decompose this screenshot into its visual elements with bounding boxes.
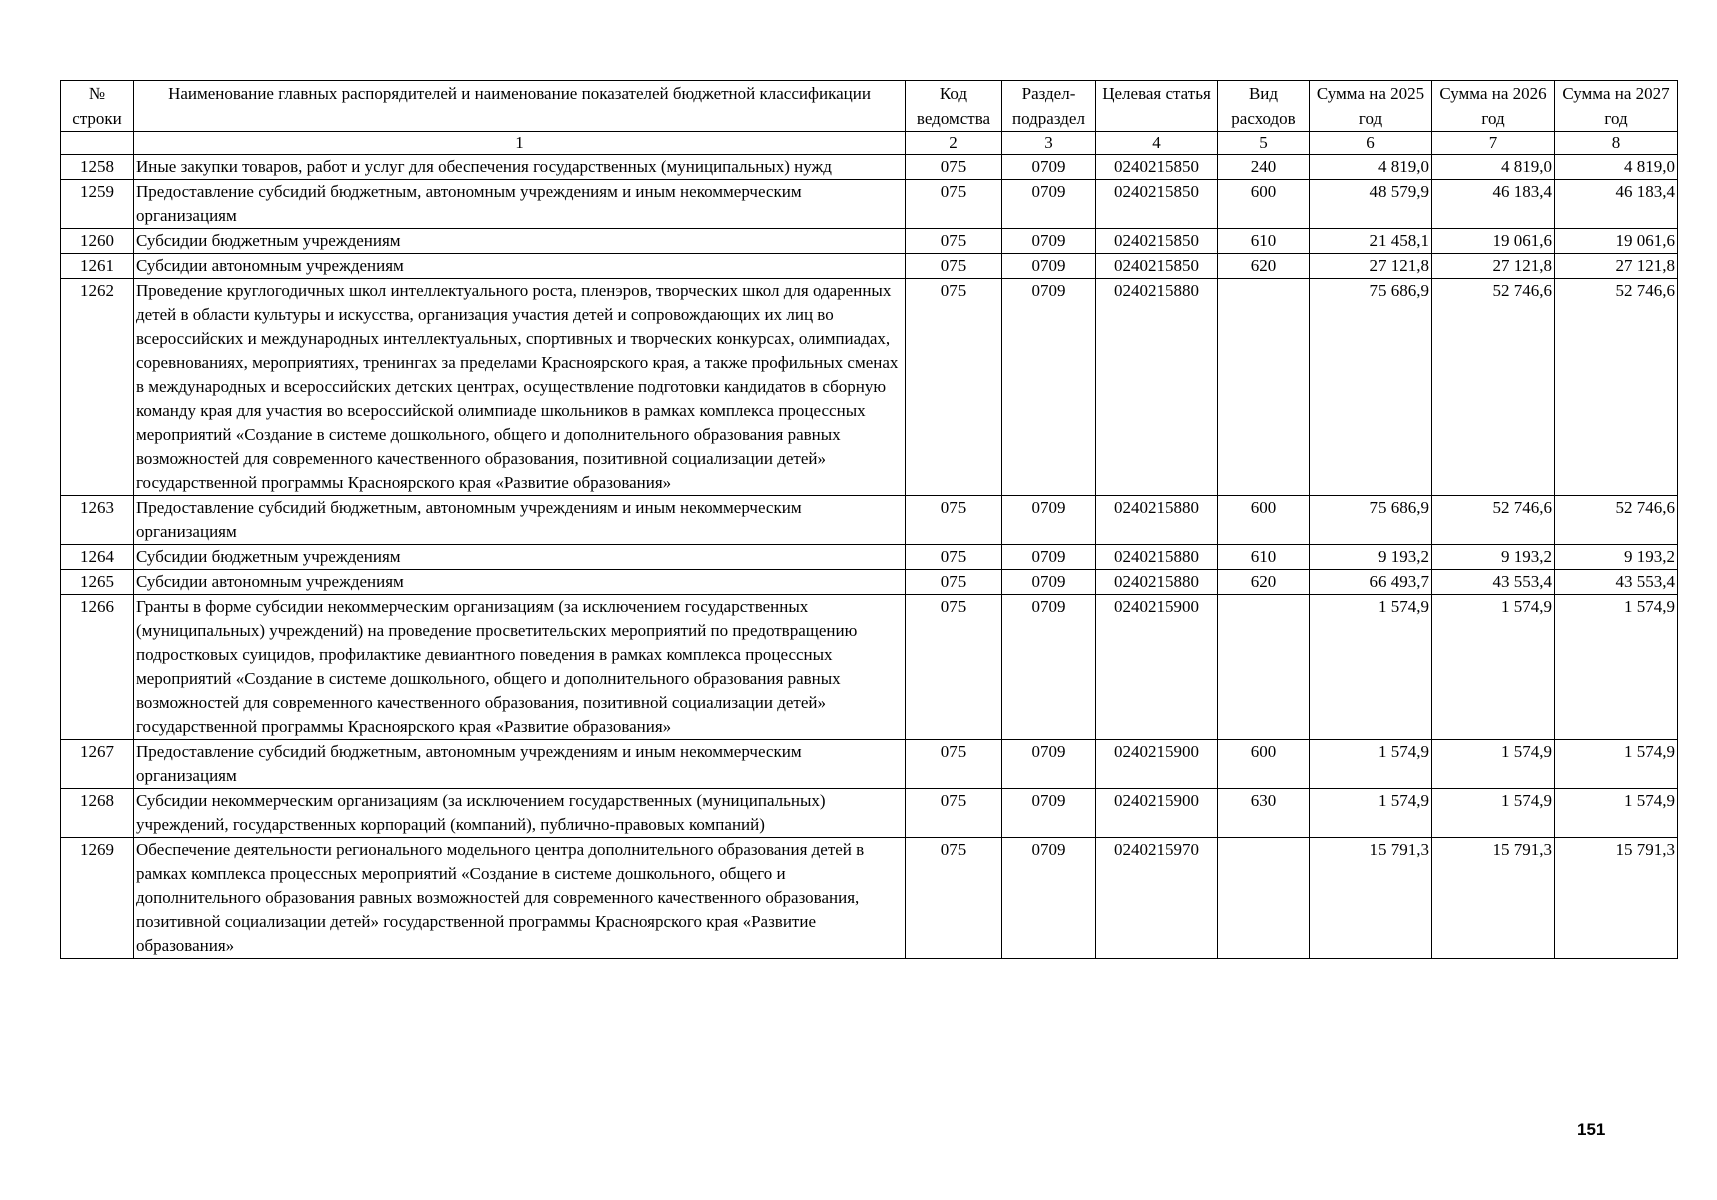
row-expense-type: 610 <box>1218 229 1310 254</box>
budget-table <box>60 80 1678 959</box>
header-sum-2026: Сумма на 2026 год <box>1432 81 1555 132</box>
table-row <box>61 180 1678 229</box>
row-sum-2025: 75 686,9 <box>1310 496 1432 545</box>
row-section: 0709 <box>1002 229 1096 254</box>
row-expense-type: 600 <box>1218 180 1310 229</box>
row-sum-2027: 52 746,6 <box>1555 496 1678 545</box>
header-row <box>61 81 1678 132</box>
row-dept-code: 075 <box>906 180 1002 229</box>
row-number: 1269 <box>61 838 134 959</box>
row-sum-2025: 1 574,9 <box>1310 740 1432 789</box>
row-sum-2025: 27 121,8 <box>1310 254 1432 279</box>
row-expense-type: 610 <box>1218 545 1310 570</box>
row-name: Субсидии автономным учреждениям <box>134 254 906 279</box>
column-number: 3 <box>1002 132 1096 155</box>
row-sum-2025: 9 193,2 <box>1310 545 1432 570</box>
row-sum-2027: 46 183,4 <box>1555 180 1678 229</box>
row-sum-2026: 43 553,4 <box>1432 570 1555 595</box>
table-row <box>61 496 1678 545</box>
row-target: 0240215880 <box>1096 279 1218 496</box>
row-expense-type: 600 <box>1218 740 1310 789</box>
row-name: Субсидии некоммерческим организациям (за исключением государственных (муниципальных) учреждений, государственных корпораций (компаний), публично-правовых компаний) <box>134 789 906 838</box>
column-number: 4 <box>1096 132 1218 155</box>
row-sum-2026: 9 193,2 <box>1432 545 1555 570</box>
column-numbers-row <box>61 132 1678 155</box>
row-expense-type: 630 <box>1218 789 1310 838</box>
row-sum-2026: 19 061,6 <box>1432 229 1555 254</box>
table-row <box>61 545 1678 570</box>
header-section: Раздел-подраздел <box>1002 81 1096 132</box>
row-sum-2027: 1 574,9 <box>1555 789 1678 838</box>
row-section: 0709 <box>1002 740 1096 789</box>
row-sum-2025: 15 791,3 <box>1310 838 1432 959</box>
row-sum-2027: 27 121,8 <box>1555 254 1678 279</box>
row-target: 0240215880 <box>1096 496 1218 545</box>
header-dept-code: Код ведомства <box>906 81 1002 132</box>
row-target: 0240215880 <box>1096 545 1218 570</box>
table-row <box>61 229 1678 254</box>
row-expense-type: 620 <box>1218 254 1310 279</box>
page-number: 151 <box>1577 1120 1606 1139</box>
row-dept-code: 075 <box>906 740 1002 789</box>
header-row-no: № строки <box>61 81 134 132</box>
row-name: Субсидии автономным учреждениям <box>134 570 906 595</box>
row-number: 1266 <box>61 595 134 740</box>
row-target: 0240215850 <box>1096 254 1218 279</box>
row-sum-2026: 1 574,9 <box>1432 595 1555 740</box>
row-dept-code: 075 <box>906 595 1002 740</box>
row-section: 0709 <box>1002 180 1096 229</box>
row-number: 1268 <box>61 789 134 838</box>
row-expense-type <box>1218 595 1310 740</box>
row-name: Обеспечение деятельности регионального модельного центра дополнительного образования детей в рамках комплекса процессных мероприятий «Создание в системе дошкольного, общего и дополнительного образования равных возможностей для современного качественного образования, позитивной социализации детей» государственной программы Красноярского края «Развитие образования» <box>134 838 906 959</box>
row-target: 0240215880 <box>1096 570 1218 595</box>
row-number: 1267 <box>61 740 134 789</box>
row-sum-2025: 21 458,1 <box>1310 229 1432 254</box>
column-number: 1 <box>134 132 906 155</box>
header-name: Наименование главных распорядителей и наименование показателей бюджетной классификации <box>134 81 906 132</box>
row-section: 0709 <box>1002 254 1096 279</box>
table-row <box>61 570 1678 595</box>
row-dept-code: 075 <box>906 155 1002 180</box>
row-number: 1264 <box>61 545 134 570</box>
row-expense-type: 240 <box>1218 155 1310 180</box>
header-expense-type: Вид расходов <box>1218 81 1310 132</box>
column-number: 6 <box>1310 132 1432 155</box>
table-row <box>61 254 1678 279</box>
row-dept-code: 075 <box>906 496 1002 545</box>
row-number: 1265 <box>61 570 134 595</box>
row-number: 1262 <box>61 279 134 496</box>
table-row <box>61 279 1678 496</box>
row-dept-code: 075 <box>906 838 1002 959</box>
row-sum-2026: 4 819,0 <box>1432 155 1555 180</box>
row-dept-code: 075 <box>906 279 1002 496</box>
row-sum-2026: 1 574,9 <box>1432 740 1555 789</box>
row-expense-type <box>1218 279 1310 496</box>
row-sum-2027: 15 791,3 <box>1555 838 1678 959</box>
table-row <box>61 789 1678 838</box>
row-dept-code: 075 <box>906 570 1002 595</box>
column-number: 7 <box>1432 132 1555 155</box>
row-sum-2027: 1 574,9 <box>1555 740 1678 789</box>
row-name: Иные закупки товаров, работ и услуг для обеспечения государственных (муниципальных) нужд <box>134 155 906 180</box>
table-row <box>61 155 1678 180</box>
row-name: Предоставление субсидий бюджетным, автономным учреждениям и иным некоммерческим организациям <box>134 740 906 789</box>
row-section: 0709 <box>1002 838 1096 959</box>
header-sum-2025: Сумма на 2025 год <box>1310 81 1432 132</box>
row-dept-code: 075 <box>906 229 1002 254</box>
row-sum-2025: 1 574,9 <box>1310 789 1432 838</box>
table-body <box>61 155 1678 959</box>
column-number: 8 <box>1555 132 1678 155</box>
row-name: Предоставление субсидий бюджетным, автономным учреждениям и иным некоммерческим организациям <box>134 496 906 545</box>
table-row <box>61 838 1678 959</box>
row-dept-code: 075 <box>906 254 1002 279</box>
row-sum-2026: 52 746,6 <box>1432 496 1555 545</box>
row-section: 0709 <box>1002 279 1096 496</box>
row-sum-2025: 66 493,7 <box>1310 570 1432 595</box>
row-sum-2027: 19 061,6 <box>1555 229 1678 254</box>
row-target: 0240215850 <box>1096 155 1218 180</box>
column-number-empty <box>61 132 134 155</box>
header-target: Целевая статья <box>1096 81 1218 132</box>
row-sum-2025: 75 686,9 <box>1310 279 1432 496</box>
row-sum-2027: 52 746,6 <box>1555 279 1678 496</box>
row-dept-code: 075 <box>906 789 1002 838</box>
row-sum-2027: 43 553,4 <box>1555 570 1678 595</box>
row-sum-2026: 46 183,4 <box>1432 180 1555 229</box>
row-number: 1261 <box>61 254 134 279</box>
row-sum-2025: 48 579,9 <box>1310 180 1432 229</box>
row-sum-2026: 15 791,3 <box>1432 838 1555 959</box>
table-row <box>61 595 1678 740</box>
row-target: 0240215900 <box>1096 740 1218 789</box>
row-number: 1258 <box>61 155 134 180</box>
row-number: 1259 <box>61 180 134 229</box>
row-sum-2025: 4 819,0 <box>1310 155 1432 180</box>
column-number: 5 <box>1218 132 1310 155</box>
row-target: 0240215900 <box>1096 789 1218 838</box>
row-name: Гранты в форме субсидии некоммерческим организациям (за исключением государственных (муниципальных) учреждений) на проведение просветительских мероприятий по предотвращению подростковых суицидов, профилактике девиантного поведения в рамках комплекса процессных мероприятий «Создание в системе дошкольного, общего и дополнительного образования равных возможностей для современного качественного образования, позитивной социализации детей» государственной программы Красноярского края «Развитие образования» <box>134 595 906 740</box>
row-name: Предоставление субсидий бюджетным, автономным учреждениям и иным некоммерческим организациям <box>134 180 906 229</box>
row-target: 0240215850 <box>1096 180 1218 229</box>
row-sum-2026: 1 574,9 <box>1432 789 1555 838</box>
column-number: 2 <box>906 132 1002 155</box>
table-row <box>61 740 1678 789</box>
row-expense-type: 620 <box>1218 570 1310 595</box>
row-number: 1260 <box>61 229 134 254</box>
row-section: 0709 <box>1002 155 1096 180</box>
row-target: 0240215850 <box>1096 229 1218 254</box>
row-section: 0709 <box>1002 789 1096 838</box>
row-expense-type: 600 <box>1218 496 1310 545</box>
row-sum-2025: 1 574,9 <box>1310 595 1432 740</box>
header-sum-2027: Сумма на 2027 год <box>1555 81 1678 132</box>
row-section: 0709 <box>1002 496 1096 545</box>
row-section: 0709 <box>1002 595 1096 740</box>
row-section: 0709 <box>1002 545 1096 570</box>
row-number: 1263 <box>61 496 134 545</box>
row-target: 0240215900 <box>1096 595 1218 740</box>
row-target: 0240215970 <box>1096 838 1218 959</box>
row-name: Проведение круглогодичных школ интеллектуального роста, пленэров, творческих школ для одаренных детей в области культуры и искусства, организация участия детей и сопровождающих их лиц во всероссийских и международных интеллектуальных, спортивных и творческих конкурсах, олимпиадах, соревнованиях, мероприятиях, тренингах за пределами Красноярского края, а также профильных сменах в международных и всероссийских детских центрах, осуществление подготовки кандидатов в сборную команду края для участия во всероссийской олимпиаде школьников в рамках комплекса процессных мероприятий «Создание в системе дошкольного, общего и дополнительного образования равных возможностей для современного качественного образования, позитивной социализации детей» государственной программы Красноярского края «Развитие образования» <box>134 279 906 496</box>
row-sum-2027: 4 819,0 <box>1555 155 1678 180</box>
row-name: Субсидии бюджетным учреждениям <box>134 545 906 570</box>
row-sum-2027: 9 193,2 <box>1555 545 1678 570</box>
row-sum-2026: 27 121,8 <box>1432 254 1555 279</box>
row-sum-2027: 1 574,9 <box>1555 595 1678 740</box>
row-expense-type <box>1218 838 1310 959</box>
row-section: 0709 <box>1002 570 1096 595</box>
row-name: Субсидии бюджетным учреждениям <box>134 229 906 254</box>
row-sum-2026: 52 746,6 <box>1432 279 1555 496</box>
row-dept-code: 075 <box>906 545 1002 570</box>
